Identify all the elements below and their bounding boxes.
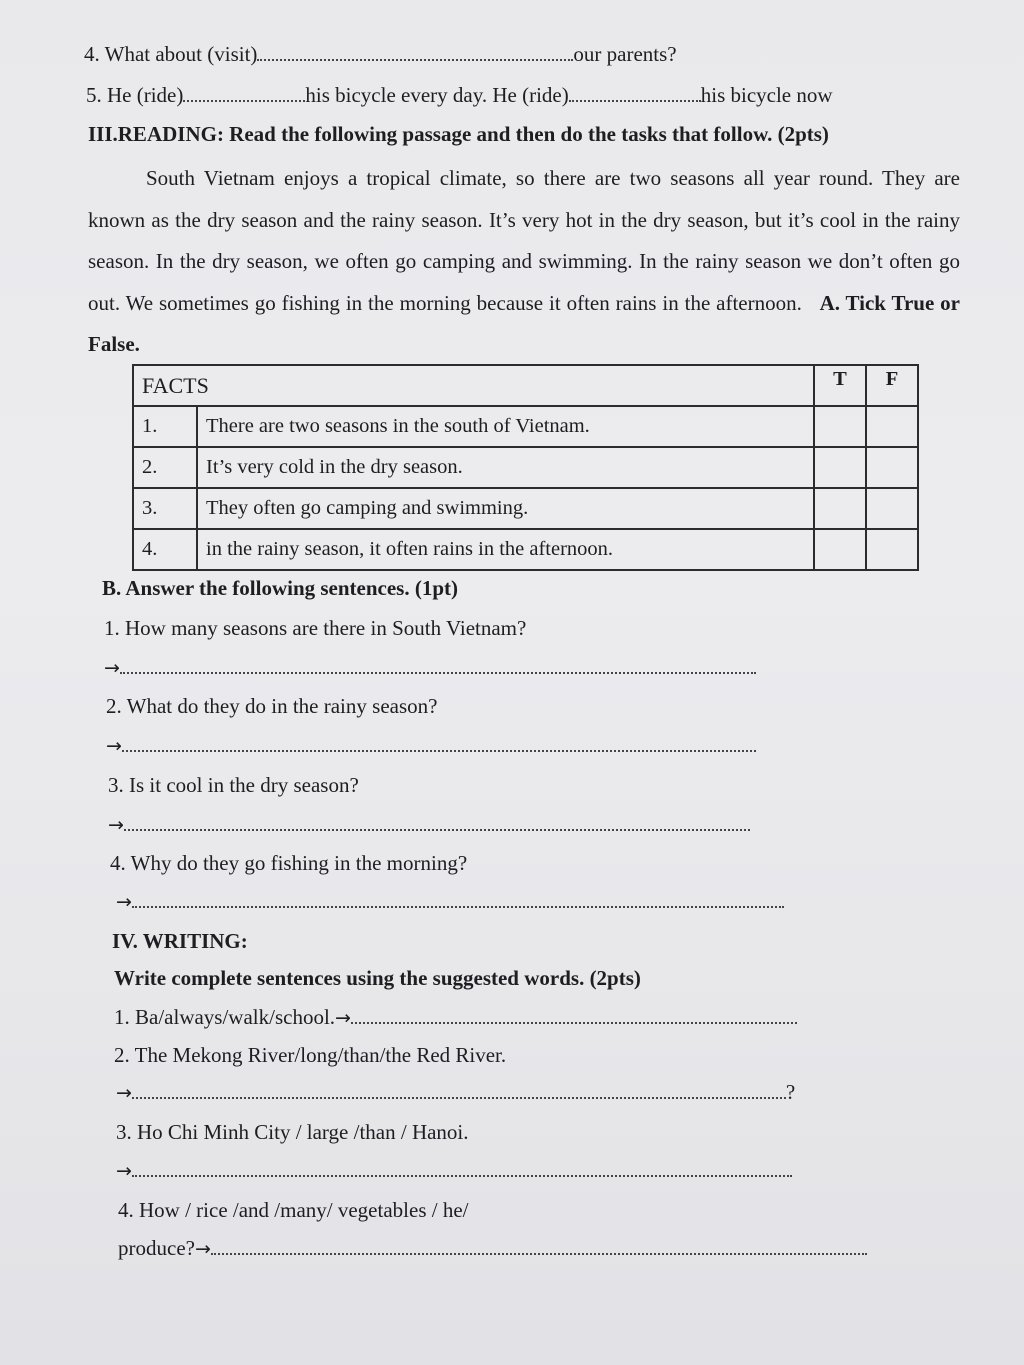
answer-blank — [132, 1157, 792, 1177]
false-checkbox-cell[interactable] — [866, 406, 918, 447]
q5-blank-1 — [183, 82, 305, 102]
writing-item-4-continuation: produce? — [118, 1236, 195, 1260]
table-header-row — [133, 365, 918, 406]
writing-item-2: 2. The Mekong River/long/than/the Red River. — [114, 1043, 507, 1067]
writing-answer-4[interactable] — [118, 1234, 867, 1263]
arrow-icon: → — [106, 735, 122, 757]
answer-blank — [124, 811, 750, 831]
fact-number: 3. — [133, 488, 197, 529]
q5-blank-2 — [569, 82, 701, 102]
reading-passage — [88, 158, 960, 366]
true-column-header: T — [814, 365, 866, 406]
fact-text: There are two seasons in the south of Vietnam. — [197, 406, 814, 447]
arrow-icon: → — [104, 657, 120, 679]
arrow-icon: → — [194, 1238, 211, 1260]
fact-number: 2. — [133, 447, 197, 488]
arrow-icon: → — [335, 1007, 351, 1029]
writing-answer-3[interactable] — [116, 1156, 792, 1185]
arrow-icon: → — [116, 891, 132, 913]
q5-middle: his bicycle every day. He (ride) — [305, 83, 569, 107]
fact-text: in the rainy season, it often rains in the afternoon. — [197, 529, 814, 570]
q4-prefix: 4. What about (visit) — [84, 42, 258, 66]
fact-number: 1. — [133, 406, 197, 447]
fact-text: It’s very cold in the dry season. — [197, 447, 814, 488]
reading-question-1: 1. How many seasons are there in South Vietnam? — [104, 616, 527, 640]
writing-item-1-prompt: 1. Ba/always/walk/school. — [114, 1005, 336, 1029]
table-row — [133, 447, 918, 488]
table-row — [133, 488, 918, 529]
fact-text: They often go camping and swimming. — [197, 488, 814, 529]
false-checkbox-cell[interactable] — [866, 529, 918, 570]
answer-blank — [132, 1079, 786, 1099]
passage-text: South Vietnam enjoys a tropical climate, so there are two seasons all year round. They are known as the dry season and the rainy season. It’s very hot in the dry season, but it’s cool in the rainy season. In the dry season, we often go camping and swimming. In the rainy season we don’t often go out. We sometimes go fishing in the morning because it often rains in the afternoon. — [88, 166, 960, 315]
writing-item-1[interactable] — [114, 1003, 797, 1032]
fact-number: 4. — [133, 529, 197, 570]
task-a-instruction: A. Tick True or False. — [88, 290, 960, 356]
q4-suffix: our parents? — [573, 42, 677, 66]
arrow-icon: → — [108, 814, 124, 836]
answer-blank — [122, 732, 756, 752]
reading-question-2: 2. What do they do in the rainy season? — [106, 694, 438, 718]
facts-header: FACTS — [133, 365, 814, 406]
true-checkbox-cell[interactable] — [814, 529, 866, 570]
writing-item-3: 3. Ho Chi Minh City / large /than / Hanoi. — [116, 1120, 469, 1144]
answer-blank — [351, 1004, 797, 1024]
table-row — [133, 406, 918, 447]
task-b-heading: B. Answer the following sentences. (1pt) — [102, 576, 459, 600]
true-false-table — [132, 364, 919, 571]
true-checkbox-cell[interactable] — [814, 447, 866, 488]
true-checkbox-cell[interactable] — [814, 406, 866, 447]
false-checkbox-cell[interactable] — [866, 488, 918, 529]
answer-line-3[interactable] — [108, 810, 750, 839]
q5-prefix: 5. He (ride) — [86, 83, 184, 107]
grammar-question-4 — [84, 40, 677, 68]
arrow-icon: → — [116, 1082, 132, 1104]
false-checkbox-cell[interactable] — [866, 447, 918, 488]
writing-answer-2[interactable] — [116, 1078, 795, 1107]
question-mark: ? — [785, 1080, 796, 1104]
answer-line-2[interactable] — [106, 731, 756, 760]
answer-blank — [120, 654, 756, 674]
writing-item-4: 4. How / rice /and /many/ vegetables / he/ — [118, 1198, 469, 1222]
q4-blank — [257, 41, 573, 61]
true-checkbox-cell[interactable] — [814, 488, 866, 529]
writing-heading: IV. WRITING: — [112, 929, 248, 953]
reading-question-4: 4. Why do they go fishing in the morning? — [110, 851, 468, 875]
q5-suffix: his bicycle now — [700, 83, 833, 107]
reading-question-3: 3. Is it cool in the dry season? — [108, 773, 359, 797]
writing-instruction: Write complete sentences using the suggested words. (2pts) — [114, 966, 641, 990]
arrow-icon: → — [116, 1160, 132, 1182]
grammar-question-5 — [86, 81, 833, 109]
false-column-header: F — [866, 365, 918, 406]
answer-line-1[interactable] — [104, 653, 756, 682]
answer-line-4[interactable] — [116, 887, 784, 916]
reading-heading: III.READING: Read the following passage and then do the tasks that follow. (2pts) — [88, 122, 829, 146]
answer-blank — [211, 1235, 867, 1255]
table-row — [133, 529, 918, 570]
answer-blank — [132, 888, 784, 908]
